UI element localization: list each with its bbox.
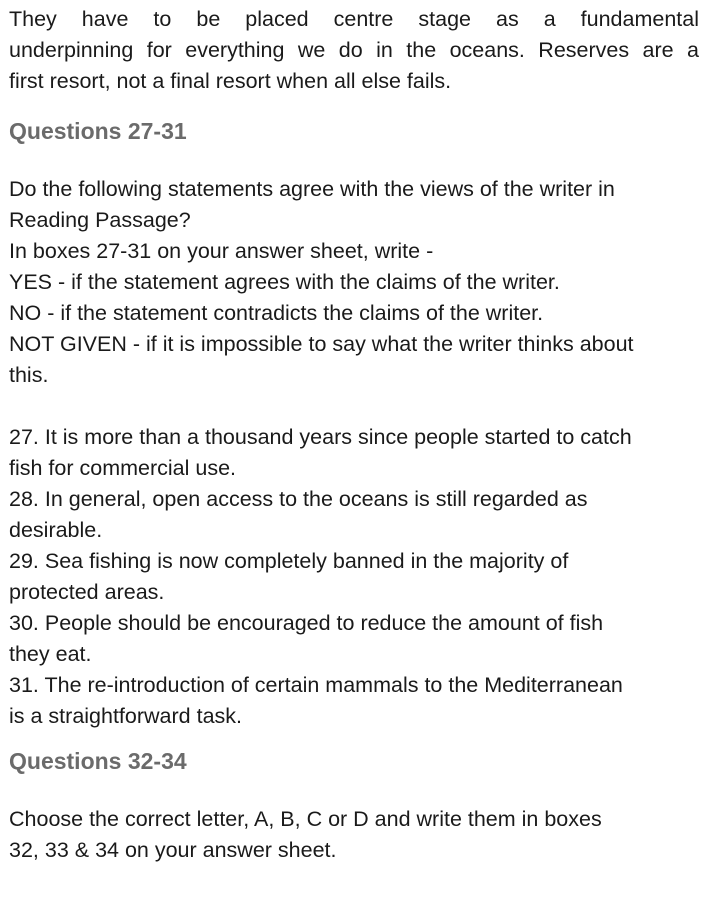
section-heading-32-34: Questions 32-34 [9, 748, 187, 774]
question-line: fish for commercial use. [9, 456, 237, 480]
question-line: protected areas. [9, 580, 165, 604]
question-line: 27. It is more than a thousand years since people started to catch [9, 425, 632, 449]
section-heading-27-31: Questions 27-31 [9, 118, 187, 144]
intro-paragraph [9, 4, 699, 97]
question-29 [9, 546, 699, 608]
question-line: 30. People should be encouraged to reduce the amount of fish [9, 611, 604, 635]
intro-line-3: first resort, not a final resort when all else fails. [9, 69, 452, 93]
document-page [9, 4, 699, 866]
questions-list-27-31 [9, 422, 699, 732]
instructions-27-31 [9, 174, 699, 391]
question-line: they eat. [9, 642, 92, 666]
question-28 [9, 484, 699, 546]
question-31 [9, 670, 699, 732]
instruction-not-given: NOT GIVEN - if it is impossible to say what the writer thinks about [9, 332, 634, 356]
question-line: 31. The re-introduction of certain mammals to the Mediterranean [9, 673, 623, 697]
instruction-line: In boxes 27-31 on your answer sheet, write - [9, 239, 434, 263]
question-line: desirable. [9, 518, 103, 542]
instruction-line: 32, 33 & 34 on your answer sheet. [9, 838, 337, 862]
intro-line-1: They have to be placed centre stage as a fundamental [9, 7, 699, 31]
question-30 [9, 608, 699, 670]
instructions-32-34 [9, 804, 699, 866]
question-line: 28. In general, open access to the oceans is still regarded as [9, 487, 588, 511]
instruction-line: Do the following statements agree with the views of the writer in [9, 177, 615, 201]
instruction-line: Choose the correct letter, A, B, C or D and write them in boxes [9, 807, 602, 831]
question-27 [9, 422, 699, 484]
question-line: is a straightforward task. [9, 704, 243, 728]
instruction-no: NO - if the statement contradicts the claims of the writer. [9, 301, 544, 325]
question-line: 29. Sea fishing is now completely banned in the majority of [9, 549, 569, 573]
instruction-line: this. [9, 363, 49, 387]
intro-line-2: underpinning for everything we do in the oceans. Reserves are a [9, 38, 699, 62]
instruction-yes: YES - if the statement agrees with the claims of the writer. [9, 270, 560, 294]
instruction-line: Reading Passage? [9, 208, 191, 232]
